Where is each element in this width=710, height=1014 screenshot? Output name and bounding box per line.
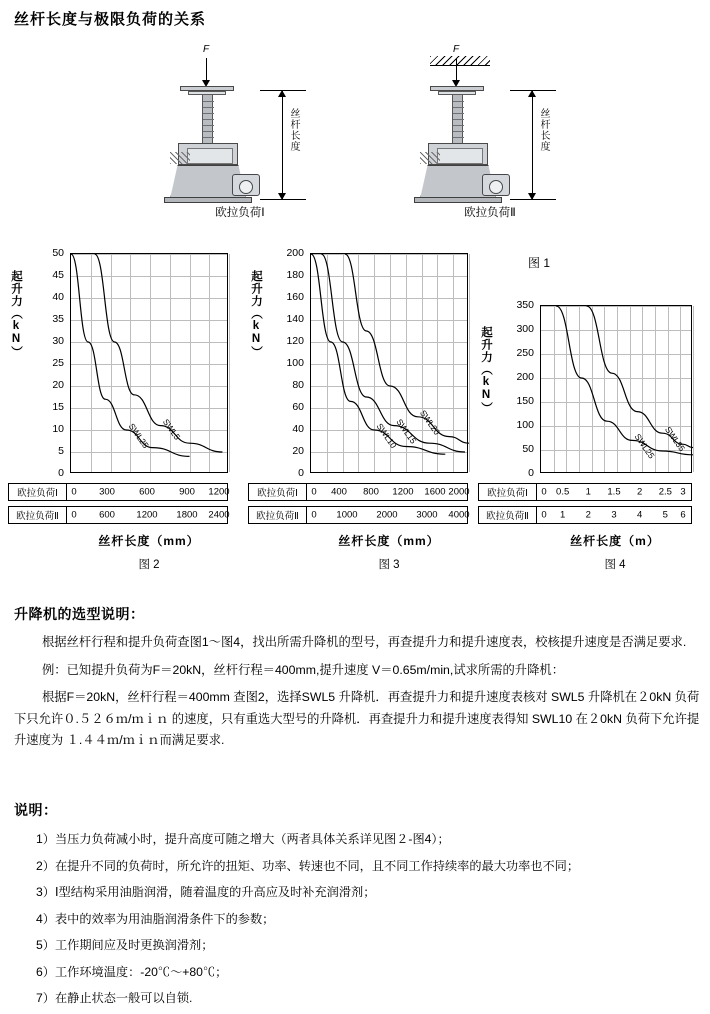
axis-tick-label: 1 [585, 486, 591, 498]
y-tick-label: 50 [52, 247, 64, 259]
axis-tick-label: 2400 [208, 509, 230, 521]
gridline-vertical [693, 306, 694, 472]
svg-text:SWL5: SWL5 [160, 417, 183, 442]
force-label: F [203, 44, 210, 55]
axis-tick-label: 800 [363, 486, 379, 498]
jack-caption: 欧拉负荷Ⅱ [464, 207, 516, 219]
axis-tick-label: 900 [179, 486, 195, 498]
jack-base-plate [164, 197, 252, 203]
screw-shaft [202, 95, 213, 143]
svg-text:SWL25: SWL25 [632, 431, 657, 461]
selection-paragraph-3: 根据F＝20kN，丝杆行程＝400mm 查图2，选择SWL5 升降机．再查提升力和提升速度表核对 SWL5 升降机在２0kN 负荷下只允许０.５２６ｍ/ｍｉｎ 的速度，只有重选大型号的升降机．再查提升力和提升速度表得知 SWL10 在２0kN 负荷下允许提升速度为 １.４４ｍ/ｍｉｎ而满足要求. [14, 690, 700, 748]
axis-tick-label: 0.5 [556, 486, 570, 498]
y-tick-label: 50 [522, 443, 534, 455]
selection-paragraph-2: 例：已知提升负荷为F＝20kN，丝杆行程＝400mm,提升速度 V＝0.65m/min,试求所需的升降机： [42, 662, 564, 677]
chart-fig2-caption: 图 2 [138, 559, 160, 571]
svg-text:SWL10: SWL10 [374, 421, 399, 450]
selection-heading: 升降机的选型说明： [14, 606, 145, 622]
y-tick-label: 150 [516, 395, 534, 407]
axis-tick-label: 2000 [448, 486, 470, 498]
axis-row-label: 欧拉负荷Ⅰ [479, 484, 537, 500]
note-item: 1）当压力负荷减小时，提升高度可随之增大（两者具体关系详见图２‐图4）； [36, 832, 450, 846]
axis-row-label: 欧拉负荷Ⅰ [9, 484, 67, 500]
chart-fig2 [8, 247, 240, 571]
svg-text:SWL35: SWL35 [662, 424, 688, 454]
dimension-bracket [510, 90, 556, 200]
chart-fig4-axis-1 [478, 483, 692, 501]
dimension-label: 丝杆长度 [538, 108, 549, 152]
chart-fig4-axis-2 [478, 506, 692, 524]
notes-section [14, 800, 704, 1014]
gearbox-hatch [170, 152, 190, 164]
chart-curves [311, 254, 469, 474]
axis-tick-label: 1.5 [607, 486, 621, 498]
y-tick-label: 20 [52, 379, 64, 391]
worm-input-shaft [232, 174, 260, 196]
note-item: 4）表中的效率为用油脂润滑条件下的参数； [36, 911, 275, 926]
chart-fig2-plot [70, 253, 228, 473]
chart-fig4-ylabel: 起升力（kN） [480, 326, 492, 415]
jack-diagram-1 [140, 42, 340, 227]
axis-tick-label: 0 [311, 509, 317, 521]
axis-tick-label: 1 [560, 509, 566, 521]
y-tick-label: 200 [286, 247, 304, 259]
axis-tick-label: 400 [331, 486, 347, 498]
worm-input-shaft [482, 174, 510, 196]
y-tick-label: 35 [52, 313, 64, 325]
y-tick-label: 250 [516, 347, 534, 359]
axis-tick-label: 1200 [136, 509, 158, 521]
axis-tick-label: 0 [541, 509, 547, 521]
axis-tick-label: 0 [311, 486, 317, 498]
y-tick-label: 180 [286, 269, 304, 281]
svg-text:SWL20: SWL20 [418, 408, 443, 437]
selection-section [14, 604, 704, 758]
jack-base-plate [414, 197, 502, 203]
note-item: 3）Ⅰ型结构采用油脂润滑，随着温度的升高应及时补充润滑剂； [36, 885, 376, 900]
chart-fig4-caption: 图 4 [604, 559, 626, 571]
chart-fig2-xlabel: 丝杆长度（mm） [98, 534, 200, 548]
svg-text:SWL25: SWL25 [126, 421, 151, 450]
svg-text:SWL15: SWL15 [394, 417, 419, 446]
note-item: 7）在静止状态一般可以自锁. [36, 991, 193, 1006]
chart-fig4 [478, 300, 710, 570]
page-title: 丝杆长度与极限负荷的关系 [14, 11, 207, 28]
axis-tick-label: 1800 [176, 509, 198, 521]
force-label: F [453, 44, 460, 55]
y-tick-label: 0 [528, 467, 534, 479]
chart-fig3-xlabel: 丝杆长度（mm） [338, 534, 440, 548]
axis-tick-label: 0 [71, 486, 77, 498]
chart-fig3-caption: 图 3 [378, 559, 400, 571]
axis-tick-label: 2000 [376, 509, 398, 521]
y-tick-label: 120 [286, 335, 304, 347]
axis-tick-label: 4000 [448, 509, 470, 521]
gridline-vertical [229, 254, 230, 472]
y-tick-label: 140 [286, 313, 304, 325]
y-tick-label: 80 [292, 379, 304, 391]
axis-tick-label: 0 [541, 486, 547, 498]
y-tick-label: 20 [292, 445, 304, 457]
axis-tick-label: 3000 [416, 509, 438, 521]
chart-fig2-ylabel: 起升力（kN） [10, 270, 22, 359]
chart-fig3-ylabel: 起升力（kN） [250, 270, 262, 359]
y-tick-label: 0 [298, 467, 304, 479]
axis-tick-label: 3 [611, 509, 617, 521]
y-tick-label: 10 [52, 423, 64, 435]
axis-tick-label: 3 [680, 486, 686, 498]
y-tick-label: 40 [52, 291, 64, 303]
axis-tick-label: 0 [71, 509, 77, 521]
note-item: 2）在提升不同的负荷时，所允许的扭矩、功率、转速也不同，且不同工作持续率的最大功率也不同； [36, 858, 580, 873]
gearbox-hatch [420, 152, 440, 164]
y-tick-label: 200 [516, 371, 534, 383]
y-tick-label: 40 [292, 423, 304, 435]
axis-tick-label: 300 [99, 486, 115, 498]
chart-fig3-axis-1 [248, 483, 468, 501]
y-tick-label: 5 [58, 445, 64, 457]
axis-tick-label: 5 [662, 509, 668, 521]
diagram-section [0, 42, 710, 227]
y-tick-label: 350 [516, 299, 534, 311]
note-item: 6）工作环境温度：-20℃～+80℃； [36, 964, 228, 979]
y-tick-label: 100 [516, 419, 534, 431]
axis-row-label: 欧拉负荷Ⅱ [479, 507, 537, 523]
y-tick-label: 100 [286, 357, 304, 369]
y-tick-label: 15 [52, 401, 64, 413]
chart-fig3 [248, 247, 480, 571]
y-tick-label: 30 [52, 335, 64, 347]
axis-row-label: 欧拉负荷Ⅱ [249, 507, 307, 523]
fig1-label: 图 1 [528, 256, 551, 270]
chart-fig3-axis-2 [248, 506, 468, 524]
y-tick-label: 60 [292, 401, 304, 413]
axis-tick-label: 1000 [336, 509, 358, 521]
screw-shaft [452, 95, 463, 143]
selection-paragraph-1: 根据丝杆行程和提升负荷查图1～图4，找出所需升降机的型号，再查提升力和提升速度表，校核提升速度是否满足要求. [42, 635, 687, 649]
chart-curves [541, 306, 693, 474]
chart-fig4-xlabel: 丝杆长度（m） [570, 534, 660, 548]
chart-fig3-plot [310, 253, 468, 473]
y-tick-label: 300 [516, 323, 534, 335]
charts-section [0, 240, 710, 570]
axis-tick-label: 600 [139, 486, 155, 498]
y-tick-label: 160 [286, 291, 304, 303]
axis-tick-label: 2 [637, 486, 643, 498]
y-tick-label: 0 [58, 467, 64, 479]
axis-tick-label: 2 [585, 509, 591, 521]
notes-heading: 说明： [14, 802, 58, 818]
jack-diagram-2 [390, 42, 590, 227]
axis-row-label: 欧拉负荷Ⅰ [249, 484, 307, 500]
axis-tick-label: 600 [99, 509, 115, 521]
axis-tick-label: 1200 [208, 486, 230, 498]
dimension-label: 丝杆长度 [288, 108, 299, 152]
axis-tick-label: 1600 [424, 486, 446, 498]
chart-fig4-plot [540, 305, 692, 473]
gridline-vertical [469, 254, 470, 472]
y-tick-label: 45 [52, 269, 64, 281]
chart-curves [71, 254, 229, 474]
fixed-support-hatching [430, 56, 490, 66]
jack-caption: 欧拉负荷Ⅰ [215, 207, 265, 219]
chart-fig2-axis-1 [8, 483, 228, 501]
axis-tick-label: 1200 [392, 486, 414, 498]
y-tick-label: 25 [52, 357, 64, 369]
axis-tick-label: 6 [680, 509, 686, 521]
dimension-bracket [260, 90, 306, 200]
chart-fig2-axis-2 [8, 506, 228, 524]
note-item: 5）工作期间应及时更换润滑剂； [36, 938, 214, 953]
axis-tick-label: 4 [637, 509, 643, 521]
axis-tick-label: 2.5 [658, 486, 672, 498]
axis-row-label: 欧拉负荷Ⅱ [9, 507, 67, 523]
